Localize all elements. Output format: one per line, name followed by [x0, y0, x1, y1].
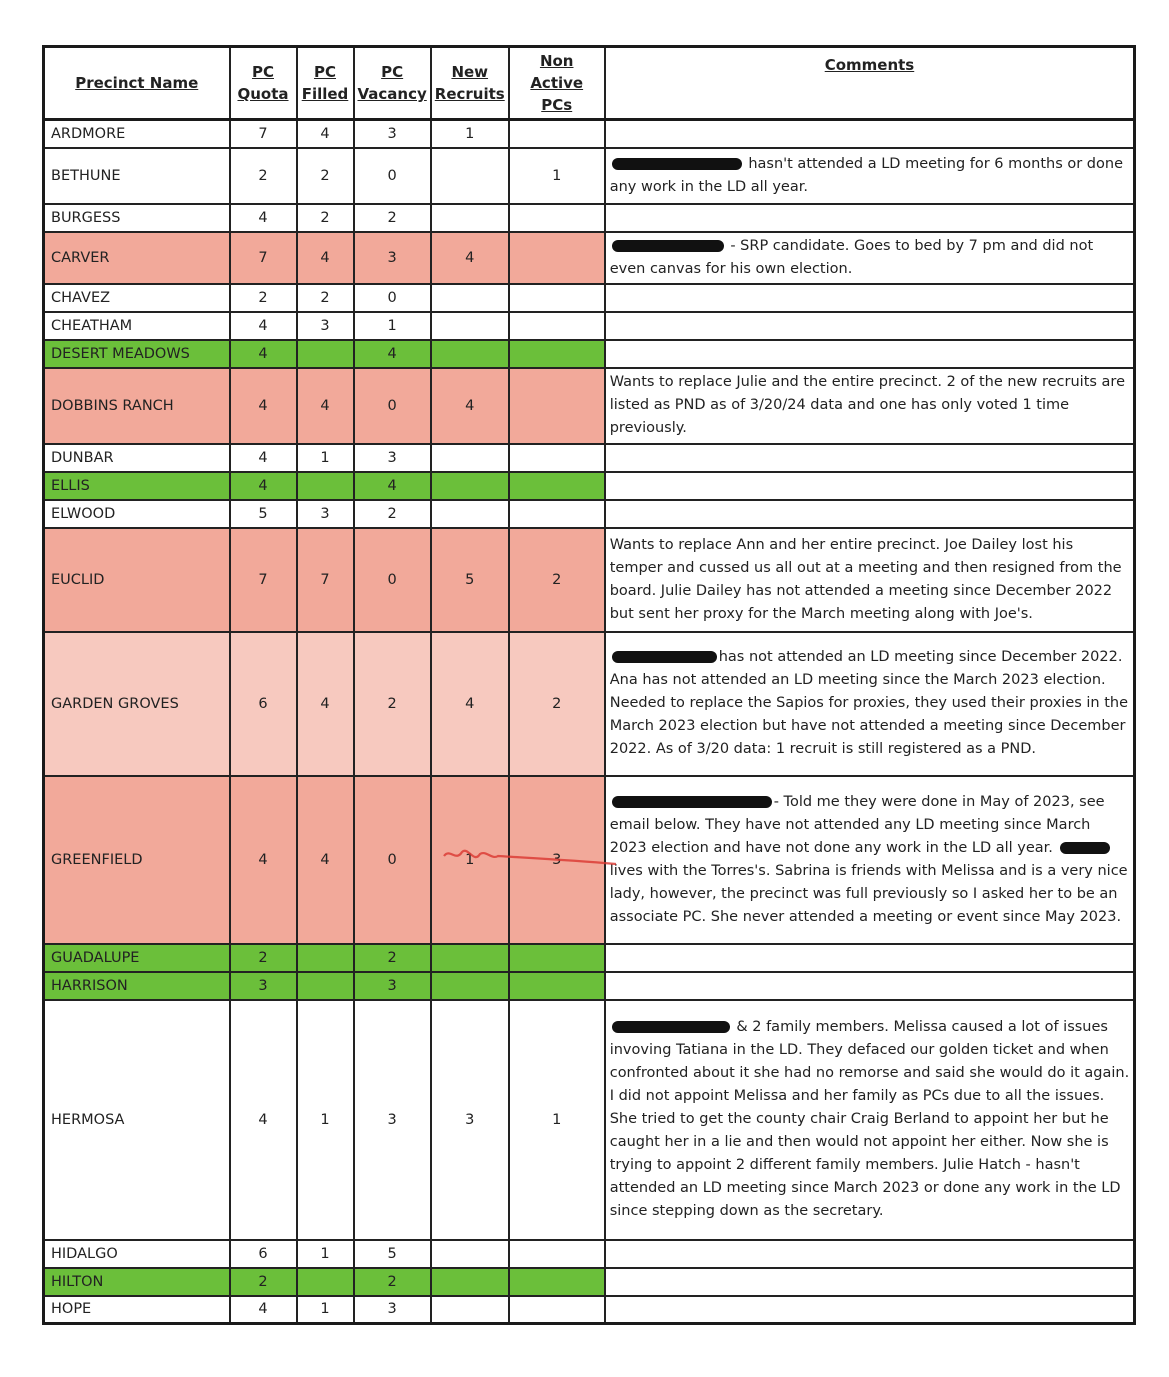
pc-vacancy-cell: 0: [354, 284, 431, 312]
precinct-name-cell: HERMOSA: [44, 1000, 230, 1240]
pc-vacancy-cell: 0: [354, 776, 431, 944]
non-active-cell: [509, 284, 605, 312]
comment-cell: [605, 944, 1135, 972]
redaction-bar: [1060, 842, 1110, 854]
precinct-name-cell: CARVER: [44, 232, 230, 284]
non-active-cell: [509, 232, 605, 284]
pc-vacancy-cell: 3: [354, 1000, 431, 1240]
pc-filled-cell: 1: [297, 1000, 354, 1240]
table-row: [44, 232, 1135, 284]
comment-cell: [605, 528, 1135, 632]
header-new-recruits: [431, 47, 509, 120]
pc-filled-cell: [297, 1268, 354, 1296]
non-active-cell: 1: [509, 148, 605, 204]
pc-vacancy-cell: 2: [354, 944, 431, 972]
pc-quota-cell: 7: [230, 528, 297, 632]
pc-filled-cell: 2: [297, 284, 354, 312]
precinct-name-cell: DOBBINS RANCH: [44, 368, 230, 444]
table-row: [44, 1268, 1135, 1296]
new-recruits-cell: 4: [431, 632, 509, 776]
precinct-name-cell: HOPE: [44, 1296, 230, 1324]
non-active-cell: [509, 1268, 605, 1296]
non-active-cell: 2: [509, 632, 605, 776]
new-recruits-cell: [431, 444, 509, 472]
pc-quota-cell: 2: [230, 284, 297, 312]
pc-vacancy-cell: 1: [354, 312, 431, 340]
new-recruits-cell: [431, 472, 509, 500]
new-recruits-cell: 3: [431, 1000, 509, 1240]
pc-vacancy-cell: 3: [354, 444, 431, 472]
header-non-active-line2: Active PCs: [530, 74, 584, 114]
comment-text: lives with the Torres's. Sabrina is friends with Melissa and is a very nice lady, however, the precinct was full previously so I asked her to be an associate PC. She never attended a meeting or event since May 2023.: [609, 862, 1128, 925]
header-new-recruits-line2: Recruits: [434, 85, 505, 103]
precinct-name-cell: HILTON: [44, 1268, 230, 1296]
pc-filled-cell: 2: [297, 204, 354, 232]
pc-quota-cell: 4: [230, 1000, 297, 1240]
comment-text: hasn't attended a LD meeting for 6 months or done any work in the LD all year.: [609, 155, 1123, 195]
pc-vacancy-cell: 0: [354, 368, 431, 444]
precinct-name-cell: GARDEN GROVES: [44, 632, 230, 776]
non-active-cell: 2: [509, 528, 605, 632]
non-active-cell: [509, 1296, 605, 1324]
header-non-active-line1: Non: [539, 52, 574, 70]
redaction-bar: [612, 796, 772, 808]
pc-filled-cell: 1: [297, 444, 354, 472]
precinct-name-cell: HARRISON: [44, 972, 230, 1000]
header-pc-vacancy-line1: PC: [381, 63, 404, 81]
precinct-name-cell: CHEATHAM: [44, 312, 230, 340]
new-recruits-cell: 1: [431, 120, 509, 148]
comment-text: has not attended an LD meeting since December 2022. Ana has not attended an LD meeting since the March 2023 election. Needed to replace the Sapios for proxies, they used their proxies in the March 2023 election but have not attended a meeting since December 2022. As of 3/20 data: 1 recruit is still registered as a PND.: [609, 649, 1129, 757]
comment-cell: [605, 500, 1135, 528]
pc-vacancy-cell: 3: [354, 1296, 431, 1324]
pc-quota-cell: 2: [230, 944, 297, 972]
non-active-cell: [509, 340, 605, 368]
header-pc-filled: [297, 47, 354, 120]
table-row: [44, 148, 1135, 204]
new-recruits-cell: [431, 944, 509, 972]
non-active-cell: 3: [509, 776, 605, 944]
non-active-cell: [509, 368, 605, 444]
comment-cell: [605, 340, 1135, 368]
table-row: [44, 972, 1135, 1000]
table-row: [44, 944, 1135, 972]
precinct-name-cell: CHAVEZ: [44, 284, 230, 312]
pc-filled-cell: 2: [297, 148, 354, 204]
new-recruits-cell: [431, 500, 509, 528]
precinct-name-cell: GREENFIELD: [44, 776, 230, 944]
pc-vacancy-cell: 4: [354, 472, 431, 500]
table-row: [44, 284, 1135, 312]
new-recruits-cell: [431, 340, 509, 368]
non-active-cell: [509, 500, 605, 528]
header-row: [44, 47, 1135, 120]
comment-cell: [605, 1296, 1135, 1324]
pc-filled-cell: 4: [297, 368, 354, 444]
non-active-cell: [509, 312, 605, 340]
pc-vacancy-cell: 5: [354, 1240, 431, 1268]
non-active-cell: [509, 944, 605, 972]
precinct-name-cell: HIDALGO: [44, 1240, 230, 1268]
new-recruits-cell: 5: [431, 528, 509, 632]
table-row: [44, 472, 1135, 500]
header-pc-quota: [230, 47, 297, 120]
pc-quota-cell: 4: [230, 1296, 297, 1324]
new-recruits-cell: [431, 312, 509, 340]
pc-quota-cell: 7: [230, 120, 297, 148]
table-row: [44, 120, 1135, 148]
comment-cell: [605, 444, 1135, 472]
pc-quota-cell: 6: [230, 1240, 297, 1268]
comment-cell: [605, 1000, 1135, 1240]
non-active-cell: [509, 472, 605, 500]
comment-cell: [605, 232, 1135, 284]
pc-quota-cell: 4: [230, 444, 297, 472]
new-recruits-cell: 4: [431, 232, 509, 284]
precinct-table: [42, 45, 1136, 1325]
header-non-active: [509, 47, 605, 120]
precinct-name-cell: DESERT MEADOWS: [44, 340, 230, 368]
table-row: [44, 528, 1135, 632]
new-recruits-cell: [431, 1240, 509, 1268]
precinct-name-cell: DUNBAR: [44, 444, 230, 472]
header-pc-vacancy: [354, 47, 431, 120]
pc-filled-cell: 4: [297, 232, 354, 284]
comment-cell: [605, 368, 1135, 444]
pc-quota-cell: 7: [230, 232, 297, 284]
non-active-cell: [509, 972, 605, 1000]
comment-text: Wants to replace Julie and the entire precinct. 2 of the new recruits are listed as PND as of 3/20/24 data and one has only voted 1 time previously.: [609, 374, 1125, 436]
new-recruits-cell: [431, 204, 509, 232]
table-body: [44, 120, 1135, 1324]
precinct-name-cell: EUCLID: [44, 528, 230, 632]
new-recruits-cell: [431, 1296, 509, 1324]
precinct-name-cell: ELLIS: [44, 472, 230, 500]
non-active-cell: [509, 204, 605, 232]
comment-text: - SRP candidate. Goes to bed by 7 pm and did not even canvas for his own election.: [609, 237, 1094, 277]
pc-quota-cell: 3: [230, 972, 297, 1000]
header-pc-quota-line1: PC: [251, 63, 274, 81]
pc-filled-cell: 1: [297, 1296, 354, 1324]
table-row: [44, 1000, 1135, 1240]
comment-cell: [605, 632, 1135, 776]
pc-quota-cell: 4: [230, 776, 297, 944]
precinct-name-cell: ARDMORE: [44, 120, 230, 148]
header-precinct-name: Precinct Name: [44, 47, 230, 120]
table-row: [44, 312, 1135, 340]
pc-vacancy-cell: 2: [354, 500, 431, 528]
pc-quota-cell: 4: [230, 472, 297, 500]
header-new-recruits-line1: New: [451, 63, 489, 81]
redaction-bar: [612, 158, 742, 170]
table-row: [44, 1240, 1135, 1268]
new-recruits-cell: [431, 1268, 509, 1296]
pc-quota-cell: 4: [230, 368, 297, 444]
pc-filled-cell: [297, 472, 354, 500]
pc-vacancy-cell: 0: [354, 148, 431, 204]
precinct-name-cell: ELWOOD: [44, 500, 230, 528]
header-comments: Comments: [605, 47, 1135, 120]
pc-vacancy-cell: 3: [354, 120, 431, 148]
pc-vacancy-cell: 4: [354, 340, 431, 368]
pc-quota-cell: 4: [230, 340, 297, 368]
pc-quota-cell: 6: [230, 632, 297, 776]
comment-cell: [605, 312, 1135, 340]
table-row: [44, 776, 1135, 944]
pc-filled-cell: [297, 340, 354, 368]
table-row: [44, 500, 1135, 528]
comment-cell: [605, 120, 1135, 148]
pc-quota-cell: 2: [230, 148, 297, 204]
comment-cell: [605, 972, 1135, 1000]
redaction-bar: [612, 1021, 730, 1033]
new-recruits-cell: [431, 972, 509, 1000]
comment-cell: [605, 148, 1135, 204]
non-active-cell: [509, 1240, 605, 1268]
precinct-name-cell: BURGESS: [44, 204, 230, 232]
comment-cell: [605, 472, 1135, 500]
pc-filled-cell: 4: [297, 776, 354, 944]
pc-vacancy-cell: 3: [354, 972, 431, 1000]
table-row: [44, 368, 1135, 444]
redaction-bar: [612, 240, 724, 252]
new-recruits-cell: 1: [431, 776, 509, 944]
header-pc-quota-line2: Quota: [237, 85, 289, 103]
header-pc-filled-line2: Filled: [301, 85, 349, 103]
new-recruits-cell: [431, 148, 509, 204]
comment-cell: [605, 284, 1135, 312]
pc-filled-cell: 1: [297, 1240, 354, 1268]
precinct-name-cell: GUADALUPE: [44, 944, 230, 972]
pc-filled-cell: 3: [297, 500, 354, 528]
pc-filled-cell: 3: [297, 312, 354, 340]
table-row: [44, 340, 1135, 368]
pc-vacancy-cell: 2: [354, 1268, 431, 1296]
comment-text: Wants to replace Ann and her entire precinct. Joe Dailey lost his temper and cussed us all out at a meeting and then resigned from the board. Julie Dailey has not attended a meeting since December 2022 but sent her proxy for the March meeting along with Joe's.: [609, 536, 1122, 622]
header-pc-vacancy-line2: Vacancy: [357, 85, 427, 103]
pc-filled-cell: [297, 944, 354, 972]
pc-vacancy-cell: 0: [354, 528, 431, 632]
pc-quota-cell: 4: [230, 312, 297, 340]
comment-cell: [605, 1268, 1135, 1296]
comment-cell: [605, 204, 1135, 232]
comment-text: & 2 family members. Melissa caused a lot of issues invoving Tatiana in the LD. They defaced our golden ticket and when confronted about it she had no remorse and said she would do it again. I did not appoint Melissa and her family as PCs due to all the issues. She tried to get the county chair Craig Berland to appoint her but he caught her in a lie and then would not appoint her either. Now she is trying to appoint 2 different family members. Julie Hatch - hasn't attended an LD meeting since March 2023 or done any work in the LD since stepping down as the secretary.: [609, 1019, 1130, 1219]
comment-cell: [605, 1240, 1135, 1268]
pc-quota-cell: 2: [230, 1268, 297, 1296]
pc-filled-cell: 4: [297, 120, 354, 148]
table-row: [44, 444, 1135, 472]
new-recruits-cell: 4: [431, 368, 509, 444]
comment-text: - Told me they were done in May of 2023, see email below. They have not attended any LD meeting since March 2023 election and have not done any work in the LD all year.: [609, 793, 1105, 856]
redaction-bar: [612, 651, 717, 663]
non-active-cell: [509, 120, 605, 148]
header-pc-filled-line1: PC: [313, 63, 336, 81]
comment-cell: [605, 776, 1135, 944]
pc-filled-cell: 4: [297, 632, 354, 776]
pc-vacancy-cell: 2: [354, 204, 431, 232]
pc-quota-cell: 5: [230, 500, 297, 528]
non-active-cell: 1: [509, 1000, 605, 1240]
pc-vacancy-cell: 2: [354, 632, 431, 776]
pc-vacancy-cell: 3: [354, 232, 431, 284]
new-recruits-cell: [431, 284, 509, 312]
table-row: [44, 204, 1135, 232]
pc-quota-cell: 4: [230, 204, 297, 232]
non-active-cell: [509, 444, 605, 472]
table-row: [44, 1296, 1135, 1324]
pc-filled-cell: 7: [297, 528, 354, 632]
precinct-name-cell: BETHUNE: [44, 148, 230, 204]
pc-filled-cell: [297, 972, 354, 1000]
table-row: [44, 632, 1135, 776]
